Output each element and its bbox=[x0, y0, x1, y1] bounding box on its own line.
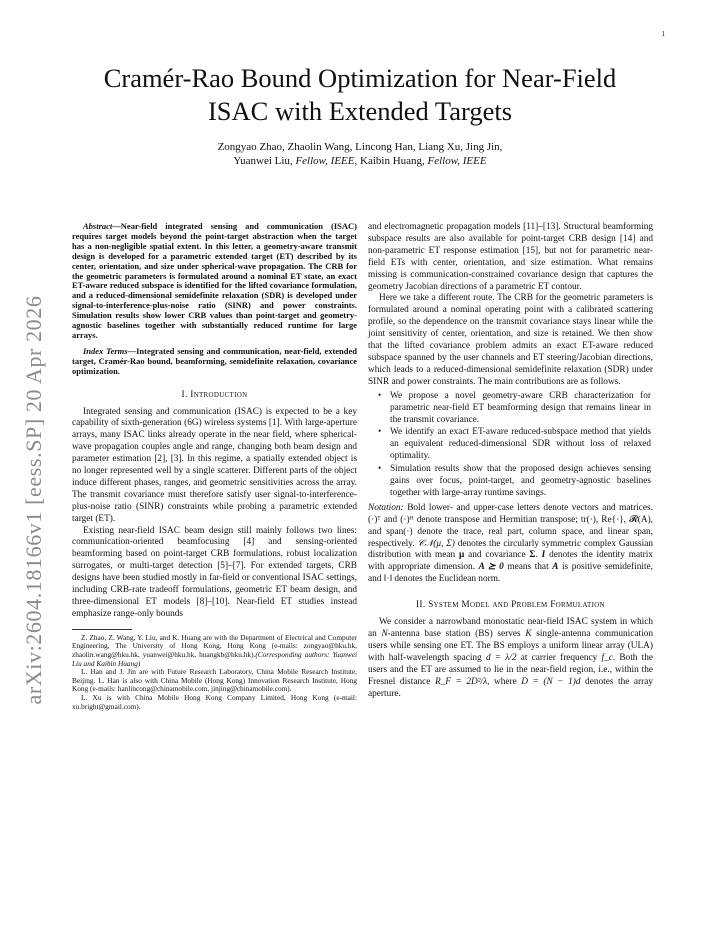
notation-mu: μ bbox=[459, 550, 465, 561]
symbol-n: N bbox=[381, 629, 388, 639]
notation-text: and bbox=[380, 514, 401, 525]
notation-text: Bold lower- and upper-case letters denote vectors and matrices. bbox=[403, 502, 653, 513]
intro-paragraph-3: Here we take a different route. The CRB for the geometric parameters is formulated around a nominal operating point with a calibrated scattering profile, so the dependence on the transmit covariance stays linear while the joint sensitivity of center, orientation, and size is retained. We then show that the lifted covariance problem admits an exact ET-aware reduced subspace spanned by the user channels and ET steering/Jacobian directions, which leads to a reduced-dimensional semidefinite relaxation (SDR) under SINR and power constraints. The main contributions are as follows. bbox=[368, 293, 653, 387]
notation-psd: A ⪰ 0 bbox=[478, 562, 504, 573]
notation-norm: ‖·‖ bbox=[383, 574, 393, 585]
authors-line-2 bbox=[110, 154, 610, 168]
abstract-label: Abstract bbox=[83, 221, 113, 231]
footnote-rule bbox=[72, 629, 132, 630]
notation-text: is positive semidefinite, and bbox=[368, 562, 653, 585]
notation-text: denotes the circularly symmetric complex Gaussian distribution with mean bbox=[368, 538, 653, 561]
contribution-item: • We propose a novel geometry-aware CRB characterization for parametric near-field ET beamforming design that remains linear in the transmit covariance. bbox=[368, 391, 653, 427]
notation-text: denotes the Euclidean norm. bbox=[392, 574, 501, 585]
authors-line-1: Zongyao Zhao, Zhaolin Wang, Lincong Han, Liang Xu, Jing Jin, bbox=[217, 141, 503, 153]
notation-matrix-a: A bbox=[552, 562, 559, 573]
system-model-text: denotes the array aperture. bbox=[368, 676, 654, 699]
intro-paragraph-2: Existing near-field ISAC beam design still mainly follows two lines: communication-oriented beamfocusing [4] and sensing-oriented beamforming based on point-target CRB formulations, robust localization surrogates, or multi-target detection [5]–[7]. For extended targets, CRB designs have been studied mostly in far-field or conventional ISAC settings, including CRB-rate tradeoff formulations, geometric ET beam design, and three-dimensional ET models [8]–[10]. Near-field ET studies instead emphasize range-only bounds bbox=[72, 525, 357, 619]
notation-text: means that bbox=[503, 562, 553, 573]
title-line-1: Cramér-Rao Bound Optimization for Near-Field bbox=[103, 63, 617, 93]
equation-fresnel-distance: R_F = 2D²/λ bbox=[434, 676, 488, 687]
notation-operators: tr(·), Re{·}, 𝓡(A), and span(·) bbox=[368, 514, 653, 537]
authors-line-2-pre: Yuanwei Liu, bbox=[233, 155, 296, 167]
fellow-ieee-1: Fellow, IEEE bbox=[295, 155, 355, 167]
notation-identity: I bbox=[541, 550, 546, 561]
footnote-affiliation-1 bbox=[72, 634, 357, 668]
title-line-2: ISAC with Extended Targets bbox=[207, 96, 513, 126]
contributions-list bbox=[368, 391, 653, 500]
notation-sigma: Σ bbox=[529, 550, 536, 561]
section-heading-introduction: I. Introduction bbox=[181, 389, 248, 400]
authors-line-2-mid: , Kaibin Huang, bbox=[354, 155, 428, 167]
equation-aperture: D = (N − 1)d bbox=[521, 676, 581, 687]
contribution-item: • Simulation results show that the proposed design achieves sensing gains over focus, point-target, and geometry-agnostic baselines together with large-array runtime savings. bbox=[368, 464, 653, 500]
index-terms-label: Index Terms bbox=[83, 345, 128, 356]
contribution-item: • We identify an exact ET-aware reduced-subspace method that yields an equivalent reduced-dimensional SDR without loss of relaxed optimality. bbox=[368, 427, 653, 463]
system-model-text: . Both the users and the ET are assumed to lie in the near-field region, i.e., within the Fresnel distance bbox=[368, 652, 653, 687]
left-column bbox=[72, 222, 357, 711]
footnote-affiliation-3: L. Xu is with China Mobile Hong Kong Company Limited, Hong Kong (e-mail: xu.bright@gmail.com). bbox=[72, 692, 357, 711]
system-model-text: We consider a narrowband monostatic near-field ISAC system in which an bbox=[368, 617, 653, 639]
system-model-text: single-antenna communication users while sensing one ET. The BS employs a uniform linear array (ULA) with half-wavelength spacing bbox=[368, 629, 653, 663]
author-list bbox=[110, 140, 610, 168]
right-column bbox=[368, 222, 653, 700]
notation-complex-gaussian: 𝒞𝒩(μ, Σ) bbox=[417, 538, 455, 549]
equation-spacing: d = λ/2 bbox=[485, 652, 517, 663]
intro-paragraph-2-continued: and electromagnetic propagation models [11]–[13]. Structural beamforming subspace results are also available for point-target CRB design [14] and non-parametric ET response estimation [15], but not for parametric near-field ETs with center, orientation, and size estimation. What remains missing is communication-constrained covariance design that captures the geometry Jacobian directions of a parametric ET contour. bbox=[368, 222, 653, 292]
notation-text: denote transpose and Hermitian transpose; bbox=[413, 514, 581, 525]
paper-title bbox=[60, 62, 660, 128]
footnote-affiliation-2: L. Han and J. Jin are with Future Research Laboratory, China Mobile Research Institute, Beijing. L. Han is also with China Mobile (Hong Kong) Innovation Research Institute, Hong Kong (e-mails: hanlincong@chinamobile.com, jinjing@chinamobile.com). bbox=[72, 667, 357, 694]
intro-paragraph-1: Integrated sensing and communication (ISAC) is expected to be a key capability of sixth-generation (6G) wireless systems [1]. With large-aperture arrays, many ISAC links already operate in the near field, where spherical-wave propagation couples angle and range, changing both beam design and parameter estimation [2], [3]. In this regime, a spatially extended object is no longer represented well by a single scatterer. Different parts of the object induce different phases, ranges, and geometric sensitivities across the array. The transmit covariance must therefore satisfy user signal-to-interference-plus-noise ratio (SINR) constraints while probing a parametric extended target (ET). bbox=[72, 406, 357, 524]
notation-hermitian: (·)ᴴ bbox=[400, 514, 414, 525]
section-heading-system-model: II. System Model and Problem Formulation bbox=[416, 600, 605, 611]
notation-transpose: (·)ᵀ bbox=[368, 514, 381, 525]
arxiv-stamp: arXiv:2604.18166v1 [eess.SP] 20 Apr 2026 bbox=[21, 295, 46, 705]
notation-text: and covariance bbox=[464, 550, 530, 561]
symbol-k: K bbox=[525, 629, 532, 639]
index-terms bbox=[72, 347, 357, 377]
notation-text: . bbox=[535, 550, 542, 561]
abstract-text: —Near-field integrated sensing and communication (ISAC) requires target models beyond the point-target abstraction when the target has a non-negligible spatial extent. In this letter, a geometry-aware transmit design is developed for a parametric extended target (ET) described by its center, orientation, and size under spherical-wave propagation. The CRB for the geometric parameters is formulated around a nominal ET state, an exact ET-aware reduced subspace is identified for the lifted covariance formulation, and a reduced-dimensional semidefinite relaxation (SDR) is developed under signal-to-interference-plus-noise ratio (SINR) and power constraints. Simulation results show lower CRB values than point-target and geometry-agnostic baselines together with substantially reduced runtime for large arrays. bbox=[72, 221, 357, 340]
system-model-text: , where bbox=[487, 676, 522, 687]
system-model-paragraph bbox=[368, 617, 653, 700]
abstract bbox=[72, 222, 357, 341]
notation-text: denotes the identity matrix with appropriate dimension. bbox=[368, 550, 653, 573]
index-terms-text: —Integrated sensing and communication, near-field, extended target, Cramér-Rao bound, beamforming, semidefinite relaxation, covariance optimization. bbox=[72, 345, 357, 376]
footnote-1-text: Z. Zhao, Z. Wang, Y. Liu, and K. Huang are with the Department of Electrical and Computer Engineering, The University of Hong Kong, Hong Kong (e-mails: zongyao@hku.hk, zhaolin.wang@hku.hk, yuanwei@hku.hk, huangkb@hku.hk). bbox=[72, 632, 357, 659]
notation-paragraph bbox=[368, 503, 653, 586]
notation-label: Notation: bbox=[368, 502, 404, 513]
footnote-1-corresponding: (Corresponding authors: Yuanwei Liu and Kaibin Huang) bbox=[72, 650, 357, 668]
notation-text: denote the trace, real part, column space, and linear span, respectively. bbox=[368, 526, 654, 549]
system-model-text: at carrier frequency bbox=[516, 652, 602, 663]
fellow-ieee-2: Fellow, IEEE bbox=[427, 155, 487, 167]
page-number: 1 bbox=[661, 30, 665, 38]
system-model-text: -antenna base station (BS) serves bbox=[387, 629, 526, 639]
symbol-carrier-frequency: f_c bbox=[601, 652, 613, 663]
